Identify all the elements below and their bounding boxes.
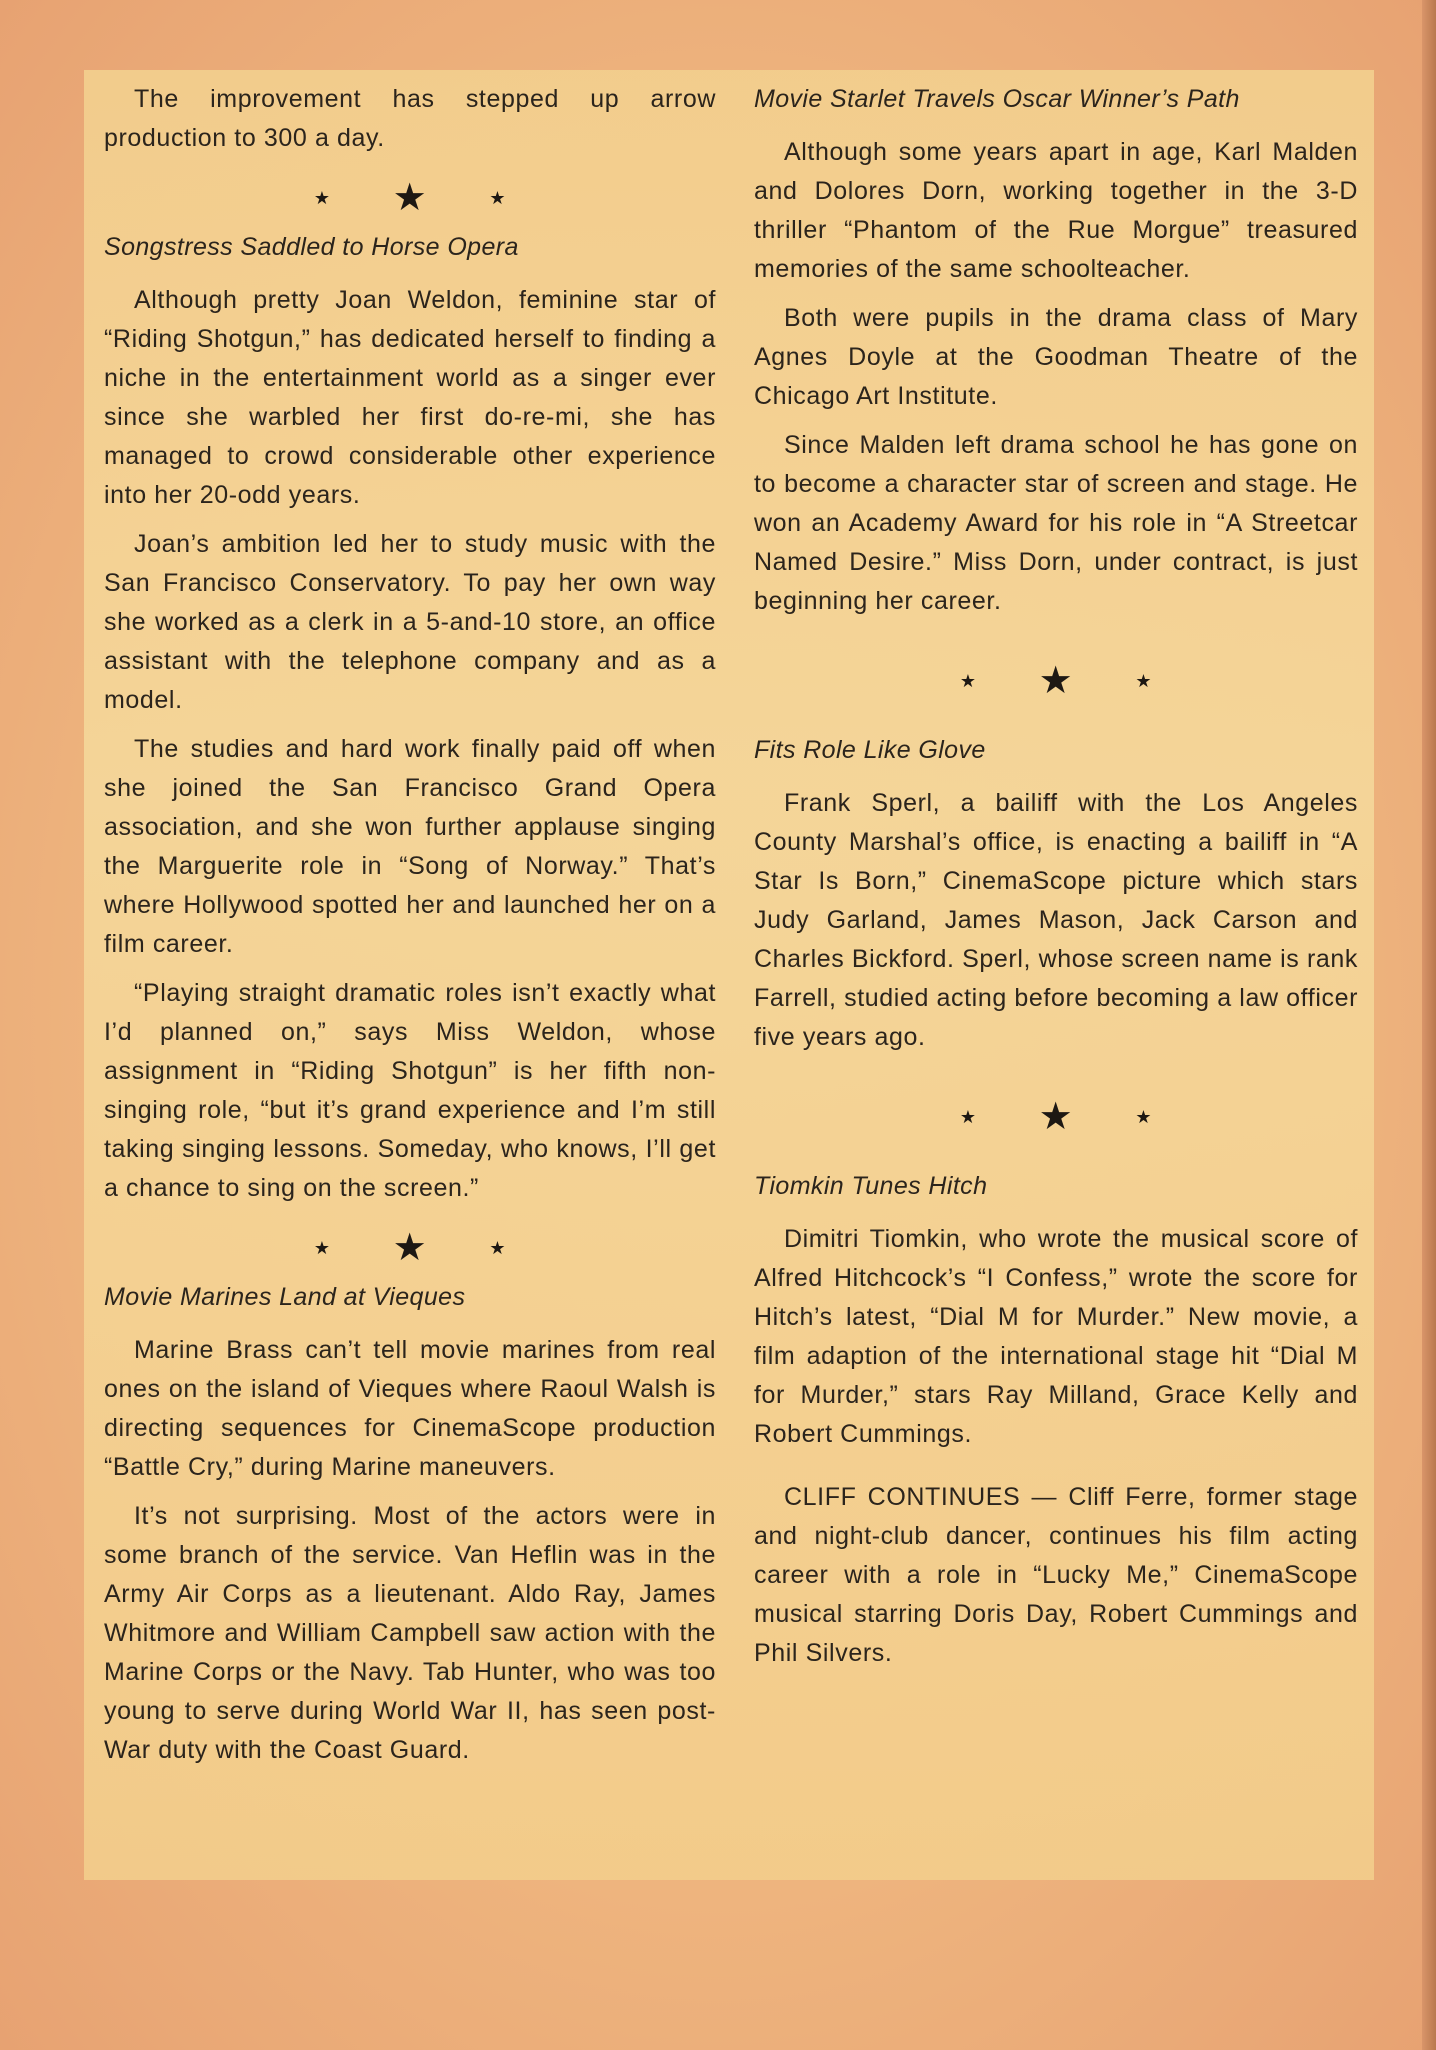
- small-star-icon: ★: [959, 670, 977, 691]
- article-paragraph: Marine Brass can’t tell movie marines from real ones on the island of Vieques where Raoul Walsh is directing sequences for CinemaScope production “Battle Cry,” during Marine maneuvers.: [104, 1336, 716, 1481]
- page-edge: [1422, 0, 1436, 2050]
- article-paragraph: Both were pupils in the drama class of Mary Agnes Doyle at the Goodman Theatre of the Chicago Art Institute.: [754, 304, 1358, 410]
- right-column: [754, 80, 1358, 1683]
- article-paragraph: It’s not surprising. Most of the actors were in some branch of the service. Van Heflin was in the Army Air Corps as a lieutenant. Aldo Ray, James Whitmore and William Campbell saw action with the Marine Corps or the Navy. Tab Hunter, who was too young to serve during World War II, has seen post-War duty with the Coast Guard.: [104, 1502, 716, 1764]
- small-star-icon: ★: [313, 187, 331, 208]
- article-heading: Tiomkin Tunes Hitch: [754, 1172, 988, 1200]
- star-separator: [754, 631, 1358, 731]
- small-star-icon: ★: [959, 1106, 977, 1127]
- article-paragraph: Although pretty Joan Weldon, feminine star of “Riding Shotgun,” has dedicated herself to finding a niche in the entertainment world as a singer ever since she warbled her first do-re-mi, she has managed to crowd considerable other experience into her 20-odd years.: [104, 286, 716, 509]
- article-paragraph: The studies and hard work finally paid off when she joined the San Francisco Grand Opera association, and she won further applause singing the Marguerite role in “Song of Norway.” That’s where Hollywood spotted her and launched her on a film career.: [104, 735, 716, 958]
- article-paragraph: “Playing straight dramatic roles isn’t exactly what I’d planned on,” says Miss Weldon, whose assignment in “Riding Shotgun” is her fifth non-singing role, “but it’s grand experience and I’m still taking singing lessons. Someday, who knows, I’ll get a chance to sing on the screen.”: [104, 979, 716, 1202]
- small-star-icon: ★: [489, 187, 507, 208]
- article-paragraph: Frank Sperl, a bailiff with the Los Angeles County Marshal’s office, is enacting a bailiff in “A Star Is Born,” CinemaScope picture which stars Judy Garland, James Mason, Jack Carson and Charles Bickford. Sperl, whose screen name is rank Farrell, studied acting before becoming a law officer five years ago.: [754, 789, 1358, 1051]
- article-paragraph: Although some years apart in age, Karl Malden and Dolores Dorn, working together in the 3-D thriller “Phantom of the Rue Morgue” treasured memories of the same schoolteacher.: [754, 138, 1358, 283]
- article-heading: Songstress Saddled to Horse Opera: [104, 233, 519, 261]
- large-star-icon: ★: [392, 176, 428, 219]
- large-star-icon: ★: [1038, 659, 1074, 702]
- star-separator: [104, 1218, 716, 1278]
- large-star-icon: ★: [392, 1226, 428, 1269]
- intro-paragraph: The improvement has stepped up arrow production to 300 a day.: [104, 85, 716, 152]
- star-separator: [104, 168, 716, 228]
- star-separator: [754, 1067, 1358, 1167]
- large-star-icon: ★: [1038, 1095, 1074, 1138]
- article-heading: Movie Marines Land at Vieques: [104, 1283, 466, 1311]
- small-star-icon: ★: [1135, 1106, 1153, 1127]
- article-paragraph: Since Malden left drama school he has gone on to become a character star of screen and stage. He won an Academy Award for his role in “A Streetcar Named Desire.” Miss Dorn, under contract, is just beginning her career.: [754, 431, 1358, 615]
- small-star-icon: ★: [489, 1237, 507, 1258]
- small-star-icon: ★: [1135, 670, 1153, 691]
- article-paragraph: Dimitri Tiomkin, who wrote the musical score of Alfred Hitchcock’s “I Confess,” wrote the score for Hitch’s latest, “Dial M for Murder.” New movie, a film adaption of the international stage hit “Dial M for Murder,” stars Ray Milland, Grace Kelly and Robert Cummings.: [754, 1225, 1358, 1448]
- article-heading: Fits Role Like Glove: [754, 736, 986, 764]
- article-paragraph: CLIFF CONTINUES — Cliff Ferre, former stage and night-club dancer, continues his film acting career with a role in “Lucky Me,” CinemaScope musical starring Doris Day, Robert Cummings and Phil Silvers.: [754, 1483, 1358, 1667]
- left-column: [104, 80, 716, 1780]
- article-heading: Movie Starlet Travels Oscar Winner’s Path: [754, 85, 1240, 113]
- article-paragraph: Joan’s ambition led her to study music with the San Francisco Conservatory. To pay her own way she worked as a clerk in a 5-and-10 store, an office assistant with the telephone company and as a model.: [104, 530, 716, 714]
- small-star-icon: ★: [313, 1237, 331, 1258]
